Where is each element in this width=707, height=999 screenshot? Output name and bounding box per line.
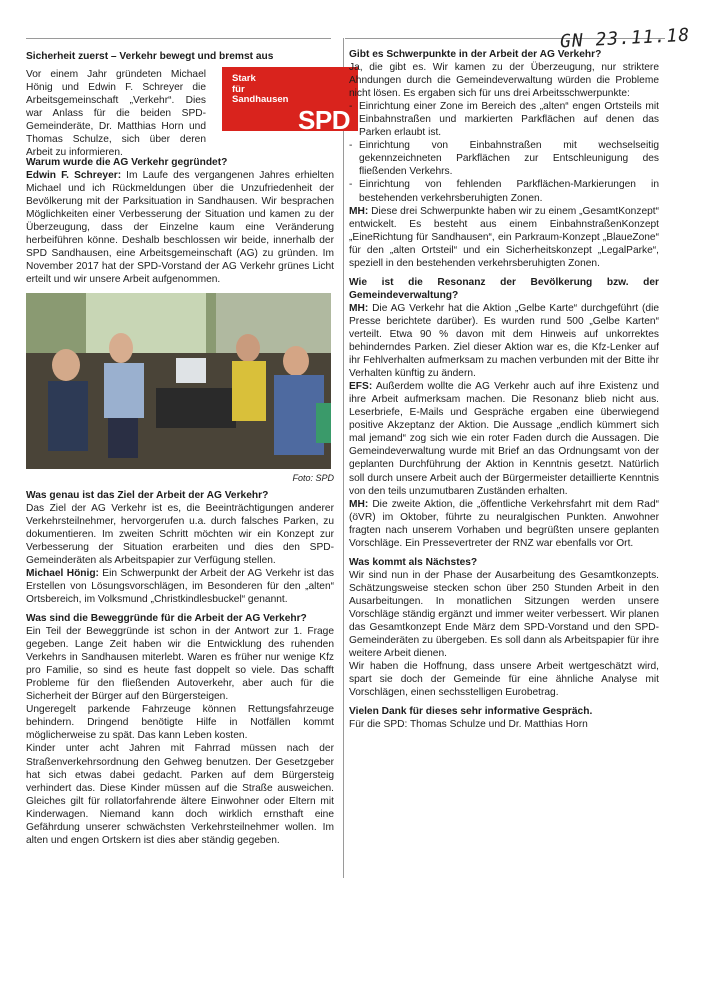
speaker-label: MH: — [349, 498, 369, 510]
focus-list — [349, 100, 659, 204]
answer-text: Die zweite Aktion, die „öffentliche Verkehrsfahrt mit dem Rad“ (öVR) im Oktober, führte zu neuralgischen Punkten. Anwohner fragten nach unserem Vorhaben und begrüßten unsere geplanten Vorschläge. Ein Pressevertreter der RNZ war ebenfalls vor Ort. — [349, 498, 659, 549]
left-column — [26, 50, 350, 847]
answer-5 — [349, 302, 659, 380]
closing-line: Vielen Dank für dieses sehr informative Gespräch. — [349, 706, 593, 718]
logo-slogan-line1: Stark — [232, 73, 256, 85]
question-2: Was genau ist das Ziel der Arbeit der AG Verkehr? — [26, 489, 269, 501]
speaker-label: MH: — [349, 302, 369, 314]
list-item: - Einrichtung von Einbahnstraßen mit wechselseitig gekennzeichneten Parkflächen zur Entschleunigung des fließenden Verkehrs. — [349, 139, 659, 178]
answer-text: Außerdem wollte die AG Verkehr auch auf ihre Existenz und ihre Arbeit aufmerksam machen. Die Resonanz blieb nicht aus. Leserbriefe, E-Mails und Gespräche ergaben eine überwiegend positive Akzeptanz der Aktion. Die Aussage „endlich kümmert sich mal jemand“ zog sich wie ein roter Faden durch die Aussagen. Die Gemeindeverwaltung wurde mit Brief an das Ordnungsamt von der geplanten Durchführung der Aktion in Kenntnis gesetzt. Natürlich soll durch unsere Arbeit auch der Bürgermeister detaillierte Kenntnis von den teils unzumutbaren Zuständen erhalten. — [349, 381, 659, 497]
speaker-label: MH: — [349, 205, 369, 217]
photo-illustration — [26, 293, 331, 469]
answer-4b — [349, 205, 659, 270]
clipping-top-edge-left — [26, 38, 331, 39]
answer-1 — [26, 169, 334, 286]
answer-5b — [349, 380, 659, 497]
question-1: Warum wurde die AG Verkehr gegründet? — [26, 157, 228, 169]
article-headline: Sicherheit zuerst – Verkehr bewegt und bremst aus — [26, 51, 274, 62]
logo-slogan-fuer: für — [232, 84, 245, 96]
question-3: Was sind die Beweggründe für die Arbeit der AG Verkehr? — [26, 612, 307, 624]
answer-text: Ein Schwerpunkt der Arbeit der AG Verkehr ist das Erstellen von Lösungsvorschlägen, im Besonderen für den „alten“ Ortsbereich, im Volksmund „Christkindlesbuckel“ genannt. — [26, 567, 335, 605]
question-6: Was kommt als Nächstes? — [349, 556, 478, 568]
answer-4-intro: Ja, die gibt es. Wir kamen zu der Überzeugung, nur striktere Ahndungen durch die Gemeindeverwaltung würden die Probleme nicht lösen. Es ergaben sich für uns drei Arbeitsschwerpunkte: — [349, 62, 659, 100]
answer-5c — [349, 498, 659, 550]
answer-6-paragraph-2: Wir haben die Hoffnung, dass unsere Arbeit wertgeschätzt wird, spart sie doch der Gemeinde für eine ähnliche Analyse mit Vorschlägen, einen sechsstelligen Eurobetrag. — [349, 661, 659, 699]
logo-party-name: SPD — [298, 105, 350, 135]
answer-3-paragraph-3: Kinder unter acht Jahren mit Fahrrad müssen nach der Straßenverkehrsordnung den Gehweg benutzen. Der Gesetzgeber hat sich etwas dabei gedacht. Parken auf dem Bürgersteig verhindert das. Diese Kinder müssen auf die Straße ausweichen. Gleiches gilt für rollatorfahrende ältere Einwohner oder Eltern mit Kinderwagen. Niemand kann doch wirklich ernsthaft eine Gefährdung unserer schwächsten Verkehrsteilnehmer wollen. Im alten und engen Ortskern ist dies aber ständig gegeben. — [26, 743, 334, 846]
answer-text: Diese drei Schwerpunkte haben wir zu einem „GesamtKonzept“ entwickelt. Es besteht aus einem EinbahnstraßenKonzept „EineRichtung für Sandhausen“, ein Parkraum-Konzept „BlaueZone“ für den „alten Ortsteil“ und ein Sicherheitskonzept „LegalParke“, speziell in den bestehenden verkehrsberuhigten Zonen. — [349, 205, 659, 269]
right-column — [349, 48, 659, 731]
question-5: Wie ist die Resonanz der Bevölkerung bzw. der Gemeindeverwaltung? — [349, 276, 659, 301]
column-divider — [343, 38, 344, 878]
answer-6-paragraph-1: Wir sind nun in der Phase der Ausarbeitung des Gesamtkonzepts. Schätzungsweise stecken schon über 250 Stunden Arbeit in den Ausarbeitungen. In monatlichen Sitzungen werden unsere Vorschläge ständig ergänzt und immer weiter verbessert. Wir planen das Gesamtkonzept Ende März dem SPD-Vorstand und den SPD-Gemeinderäten zu übergeben. Es soll dann als Arbeitspapier für ihre weitere Arbeit dienen. — [349, 569, 659, 660]
answer-2b — [26, 567, 334, 606]
speaker-label: Michael Hönig: — [26, 567, 99, 579]
question-4: Gibt es Schwerpunkte in der Arbeit der AG Verkehr? — [349, 49, 602, 60]
answer-text: Im Laufe des vergangenen Jahres erhielten Michael und ich Rückmeldungen über die Unzufriedenheit der Bevölkerung mit der Parksituation in Sandhausen. Wir besprachen Möglichkeiten einer Verbesserung der Situation und kamen zu der Überzeugung, dass der Einzelne kaum eine Veränderung herbeiführen könne. Deshalb beschlossen wir beide, innerhalb der SPD Sandhausen, eine Arbeitsgemeinschaft (AG) zu gründen. Im November 2017 hat der SPD-Vorstand der AG Verkehr grünes Licht erteilt und wir unsere Arbeit aufgenommen. — [26, 170, 334, 286]
logo-slogan-sandhausen: Sandhausen — [232, 94, 289, 106]
answer-3-paragraph-2: Ungeregelt parkende Fahrzeuge können Rettungsfahrzeuge behindern. Dringend benötigte Hilfe in Notfällen kommt möglicherweise zu spät. Das kann Leben kosten. — [26, 704, 334, 742]
answer-text: Die AG Verkehr hat die Aktion „Gelbe Karte“ durchgeführt (die Presse berichtete darüber). Es wurden rund 500 „Gelbe Karten“ verteilt. Etwa 90 % davon mit dem Hinweis auf unkorrektes behinderndes Parken. Ziel dieser Aktion war es, die Kfz-Lenker auf ihr Fehlverhalten aufmerksam zu machen verbunden mit der Bitte ihr Verhalten künftig zu ändern. — [349, 302, 659, 380]
speaker-label: Edwin F. Schreyer: — [26, 170, 122, 182]
spd-logo — [222, 67, 358, 135]
intro-block — [26, 68, 350, 159]
speaker-label: EFS: — [349, 381, 373, 393]
answer-2: Das Ziel der AG Verkehr ist es, die Beeinträchtigungen anderer Verkehrsteilnehmer, hervorgerufen u.a. durch falsches Parken, zu dokumentieren. Im zweiten Schritt möchten wir ein Konzept zur Verbesserung der Situation erarbeiten und dies den SPD-Gemeinderäten als Arbeitspapier zur Verfügung stellen. — [26, 502, 334, 566]
intro-paragraph: Vor einem Jahr gründeten Michael Hönig und Edwin F. Schreyer die Arbeitsgemeinschaft „Verkehr“. Dies war Anlass für die beiden SPD-Gemeinderäte, Dr. Matthias Horn und Thomas Schulze, sich über deren Arbeit zu informieren. — [26, 69, 206, 159]
group-photo — [26, 293, 331, 469]
answer-3-paragraph-1: Ein Teil der Beweggründe ist schon in der Antwort zur 1. Frage gegeben. Lange Zeit haben wir die Entwicklung des ruhenden Verkehrs in Sandhausen miterlebt. Waren es früher nur wenige Kfz pro Familie, so sind es heute fast doppelt so viele. Das schafft Probleme für den fließenden Autoverkehr, aber auch für die Sicherheit der Bürger auf den Bürgersteigen. — [26, 626, 334, 703]
signature-line: Für die SPD: Thomas Schulze und Dr. Matthias Horn — [349, 719, 588, 731]
list-item: - Einrichtung von fehlenden Parkflächen-Markierungen in bestehenden verkehrsberuhigten Zonen. — [349, 178, 659, 204]
logo-slogan-line2 — [232, 85, 289, 105]
handwritten-date-note: GN 23.11.18 — [559, 24, 691, 53]
photo-credit: Foto: SPD — [292, 472, 334, 483]
list-item: - Einrichtung einer Zone im Bereich des „alten“ engen Ortsteils mit Einbahnstraßen und markierten Parkflächen auf denen das Parken erlaubt ist. — [349, 100, 659, 139]
